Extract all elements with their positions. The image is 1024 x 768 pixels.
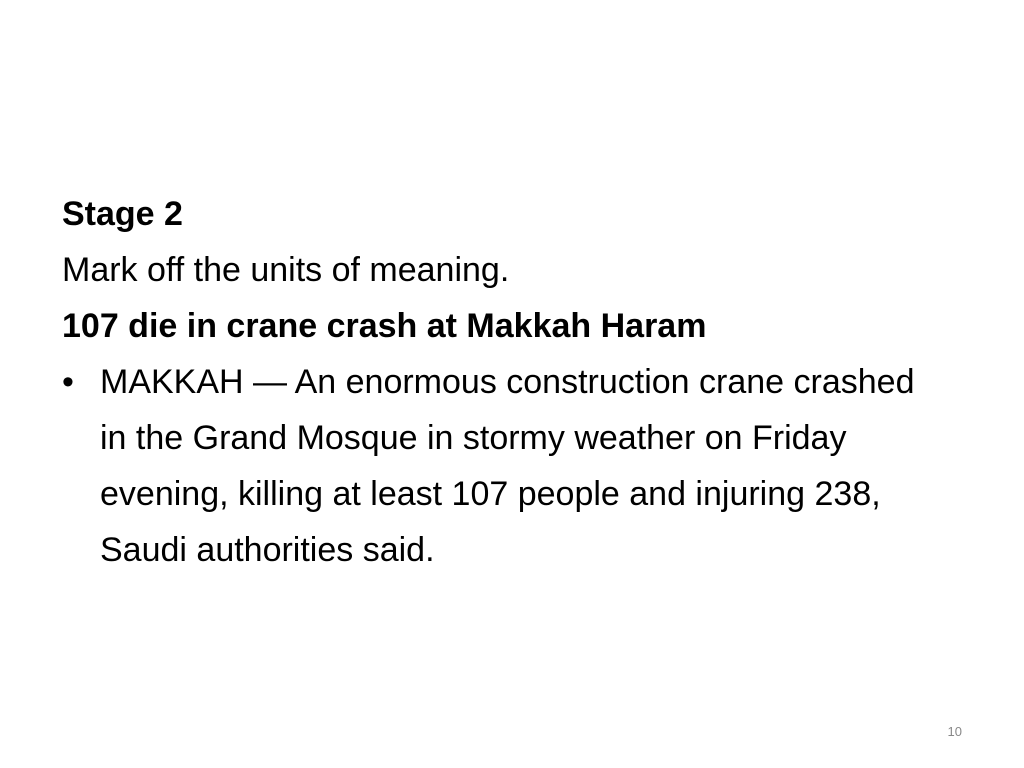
bullet-item — [62, 354, 962, 578]
bullet-marker: • — [62, 363, 74, 401]
stage-heading: Stage 2 — [62, 195, 183, 233]
slide-content — [62, 186, 962, 578]
bullet-text: MAKKAH — An enormous construction crane crashed in the Grand Mosque in stormy weather on Friday evening, killing at least 107 people and injuring 238, Saudi authorities said. — [100, 363, 915, 569]
instruction-text: Mark off the units of meaning. — [62, 251, 510, 289]
headline: 107 die in crane crash at Makkah Haram — [62, 307, 707, 345]
page-number: 10 — [947, 724, 962, 739]
